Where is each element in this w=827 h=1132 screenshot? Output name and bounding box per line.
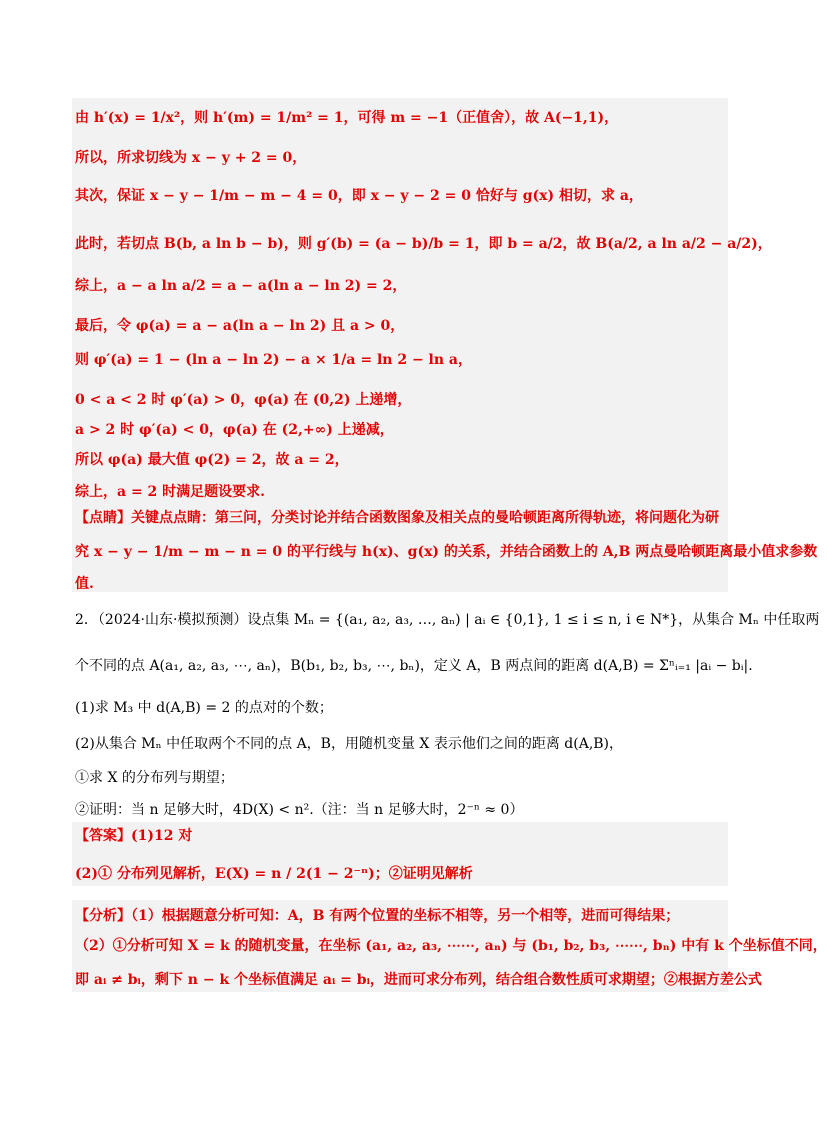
solution-line-1: 由 h′(x) = 1/x²，则 h′(m) = 1/m² = 1，可得 m = −1（正值舍），故 A(−1,1)，	[75, 110, 619, 126]
analysis-line-3: 即 aᵢ ≠ bᵢ，剩下 n − k 个坐标值满足 aᵢ = bᵢ，进而可求分布列，结合组合数性质可求期望；②根据方差公式	[75, 972, 762, 988]
answer-line-1: 【答案】(1)12 对	[75, 828, 193, 844]
problem-q2b: ②证明：当 n 足够大时，4D(X) < n².（注：当 n 足够大时，2⁻ⁿ ≈ 0）	[75, 802, 524, 818]
solution-line-6: 最后，令 φ(a) = a − a(ln a − ln 2) 且 a > 0，	[75, 318, 405, 334]
problem-line-1: 2．（2024·山东·模拟预测）设点集 Mₙ = {(a₁, a₂, a₃, …, aₙ) | aᵢ ∈ {0,1}, 1 ≤ i ≤ n, i ∈ N*}，从集合 Mₙ 中任取两	[75, 612, 820, 628]
solution-line-11: 综上，a = 2 时满足题设要求.	[75, 484, 266, 500]
analysis-line-2: （2）①分析可知 X = k 的随机变量，在坐标 (a₁, a₂, a₃, ⋯⋯, aₙ) 与 (b₁, b₂, b₃, ⋯⋯, bₙ) 中有 k 个坐标值不同，	[75, 938, 827, 954]
solution-line-7: 则 φ′(a) = 1 − (ln a − ln 2) − a × 1/a = ln 2 − ln a，	[75, 352, 472, 368]
point-note-line-1: 【点睛】关键点点睛：第三问，分类讨论并结合函数图象及相关点的曼哈顿距离所得轨迹，将问题化为研	[75, 510, 719, 526]
problem-q1: (1)求 M₃ 中 d(A,B) = 2 的点对的个数；	[75, 700, 333, 716]
problem-q2a: ①求 X 的分布列与期望；	[75, 770, 234, 786]
solution-line-10: 所以 φ(a) 最大值 φ(2) = 2，故 a = 2，	[75, 452, 349, 468]
point-note-line-3: 值.	[75, 576, 94, 592]
solution-line-2: 所以，所求切线为 x − y + 2 = 0，	[75, 150, 307, 166]
problem-line-2: 个不同的点 A(a₁, a₂, a₃, ⋯, aₙ)，B(b₁, b₂, b₃, ⋯, bₙ)，定义 A，B 两点间的距离 d(A,B) = Σⁿᵢ₌₁ |aᵢ − bᵢ|.	[75, 658, 753, 674]
solution-line-5: 综上，a − a ln a/2 = a − a(ln a − ln 2) = 2，	[75, 278, 407, 294]
point-note-line-2: 究 x − y − 1/m − m − n = 0 的平行线与 h(x)、g(x) 的关系，并结合函数上的 A,B 两点曼哈顿距离最小值求参数	[75, 544, 818, 560]
solution-line-3: 其次，保证 x − y − 1/m − m − 4 = 0，即 x − y − 2 = 0 恰好与 g(x) 相切，求 a，	[75, 188, 643, 204]
problem-q2: (2)从集合 Mₙ 中任取两个不同的点 A，B，用随机变量 X 表示他们之间的距离 d(A,B)，	[75, 736, 624, 752]
analysis-line-1: 【分析】（1）根据题意分析可知：A，B 有两个位置的坐标不相等，另一个相等，进而可得结果；	[75, 908, 680, 924]
solution-line-9: a > 2 时 φ′(a) < 0，φ(a) 在 (2,+∞) 上递减，	[75, 422, 394, 438]
solution-line-8: 0 < a < 2 时 φ′(a) > 0，φ(a) 在 (0,2) 上递增，	[75, 392, 412, 408]
answer-line-2: (2)① 分布列见解析，E(X) = n / 2(1 − 2⁻ⁿ)；②证明见解析	[75, 866, 473, 882]
solution-line-4: 此时，若切点 B(b, a ln b − b)，则 g′(b) = (a − b)/b = 1，即 b = a/2，故 B(a/2, a ln a/2 − a/2)，	[75, 236, 772, 252]
